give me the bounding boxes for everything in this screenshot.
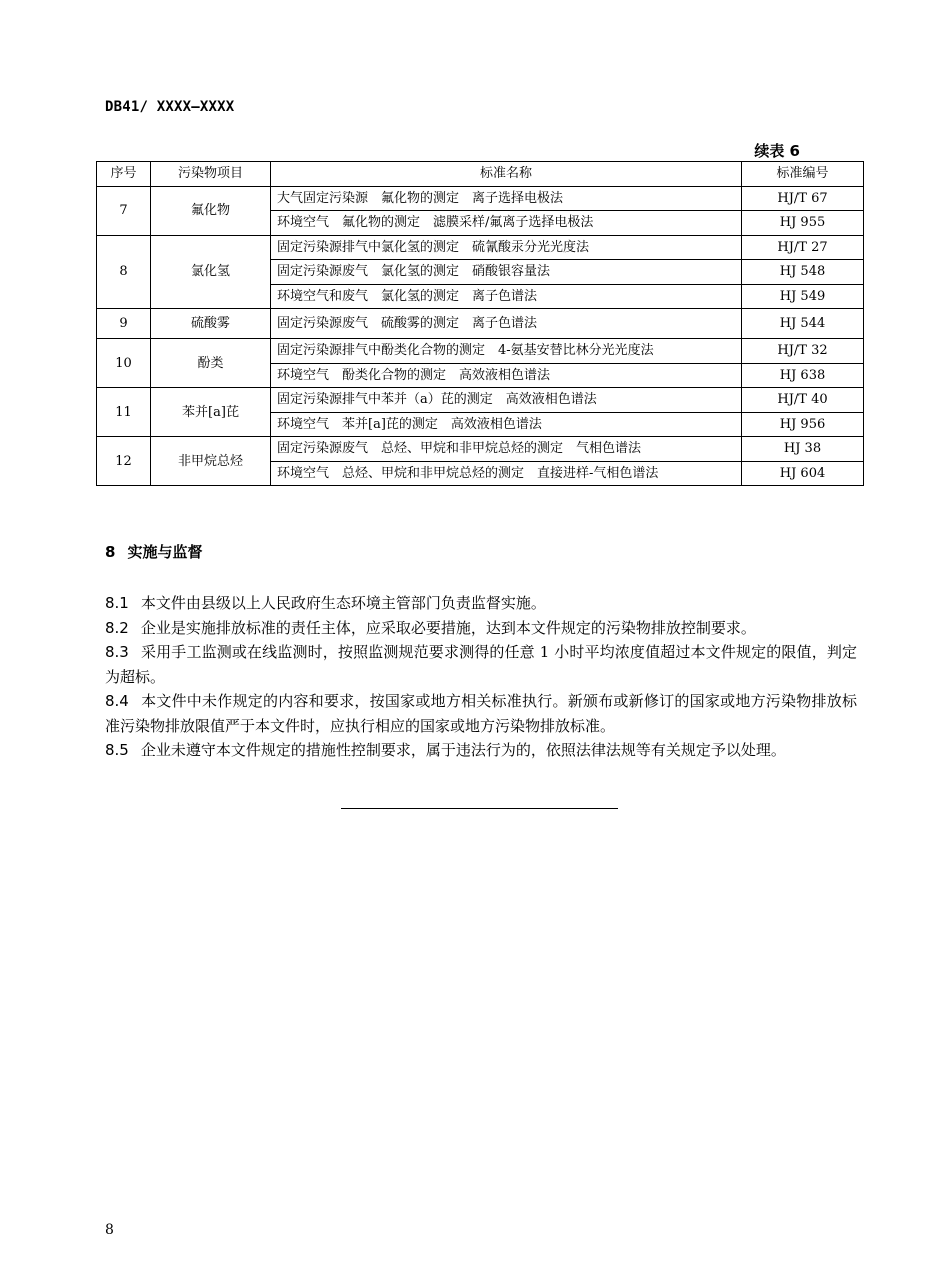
standard-name-cell: 环境空气 总烃、甲烷和非甲烷总烃的测定 直接进样-气相色谱法	[271, 461, 742, 486]
pollutant-cell: 氟化物	[151, 186, 271, 235]
clause-text: 企业是实施排放标准的责任主体，应采取必要措施，达到本文件规定的污染物排放控制要求。	[140, 618, 756, 637]
standard-code-cell: HJ 956	[742, 412, 864, 437]
serial-cell: 12	[97, 437, 151, 486]
clause-number: 8.2	[105, 618, 129, 637]
header-standard-name: 标准名称	[271, 162, 742, 187]
clause-text: 采用手工监测或在线监测时，按照监测规范要求测得的任意 1 小时平均浓度值超过本文件规定的限值，判定为超标。	[105, 643, 857, 686]
standard-code-cell: HJ 955	[742, 211, 864, 236]
standard-code-cell: HJ 549	[742, 284, 864, 309]
clause-8-4	[105, 689, 857, 738]
serial-cell: 11	[97, 388, 151, 437]
clause-number: 8.5	[105, 741, 129, 759]
standard-code-cell: HJ/T 27	[742, 235, 864, 260]
document-code: DB41/ XXXX—XXXX	[105, 99, 235, 115]
table-header-row	[97, 162, 864, 187]
clause-text: 本文件由县级以上人民政府生态环境主管部门负责监督实施。	[140, 594, 546, 612]
header-pollutant: 污染物项目	[151, 162, 271, 187]
serial-cell: 7	[97, 186, 151, 235]
standard-name-cell: 环境空气 苯并[a]芘的测定 高效液相色谱法	[271, 412, 742, 437]
standard-code-cell: HJ 604	[742, 461, 864, 486]
clause-number: 8.1	[105, 594, 129, 612]
pollutant-cell: 硫酸雾	[151, 309, 271, 339]
pollutant-cell: 氯化氢	[151, 235, 271, 309]
table-row	[97, 235, 864, 260]
section-number: 8	[105, 543, 116, 561]
clause-text: 本文件中未作规定的内容和要求，按国家或地方相关标准执行。新颁布或新修订的国家或地方污染物排放标准污染物排放限值严于本文件时，应执行相应的国家或地方污染物排放标准。	[105, 692, 857, 735]
standard-name-cell: 固定污染源废气 氯化氢的测定 硝酸银容量法	[271, 260, 742, 285]
clause-text: 企业未遵守本文件规定的措施性控制要求，属于违法行为的，依照法律法规等有关规定予以处理。	[140, 741, 786, 759]
standard-code-cell: HJ 38	[742, 437, 864, 462]
standard-name-cell: 固定污染源废气 总烃、甲烷和非甲烷总烃的测定 气相色谱法	[271, 437, 742, 462]
standard-name-cell: 固定污染源排气中氯化氢的测定 硫氰酸汞分光光度法	[271, 235, 742, 260]
standard-code-cell: HJ 548	[742, 260, 864, 285]
page-number: 8	[105, 1222, 114, 1238]
end-of-document-rule	[341, 808, 618, 809]
header-standard-code: 标准编号	[742, 162, 864, 187]
table-row	[97, 388, 864, 413]
standards-table	[96, 161, 864, 486]
table-row	[97, 437, 864, 462]
table-row	[97, 339, 864, 364]
serial-cell: 9	[97, 309, 151, 339]
clause-list	[105, 591, 857, 763]
table-caption: 续表 6	[754, 142, 800, 160]
section-heading	[105, 541, 202, 562]
standard-name-cell: 固定污染源废气 硫酸雾的测定 离子色谱法	[271, 309, 742, 339]
clause-number: 8.3	[105, 643, 129, 661]
standard-code-cell: HJ/T 40	[742, 388, 864, 413]
header-serial: 序号	[97, 162, 151, 187]
clause-8-2	[105, 616, 857, 641]
standard-code-cell: HJ/T 32	[742, 339, 864, 364]
pollutant-cell: 酚类	[151, 339, 271, 388]
standard-name-cell: 环境空气 酚类化合物的测定 高效液相色谱法	[271, 363, 742, 388]
standard-name-cell: 固定污染源排气中酚类化合物的测定 4-氨基安替比林分光光度法	[271, 339, 742, 364]
clause-number: 8.4	[105, 692, 129, 710]
standard-code-cell: HJ 544	[742, 309, 864, 339]
serial-cell: 8	[97, 235, 151, 309]
table-row	[97, 309, 864, 339]
standard-name-cell: 环境空气和废气 氯化氢的测定 离子色谱法	[271, 284, 742, 309]
standard-code-cell: HJ 638	[742, 363, 864, 388]
clause-8-3	[105, 640, 857, 689]
clause-8-5	[105, 738, 857, 763]
pollutant-cell: 非甲烷总烃	[151, 437, 271, 486]
standard-name-cell: 固定污染源排气中苯并（a）芘的测定 高效液相色谱法	[271, 388, 742, 413]
standard-name-cell: 环境空气 氟化物的测定 滤膜采样/氟离子选择电极法	[271, 211, 742, 236]
pollutant-cell: 苯并[a]芘	[151, 388, 271, 437]
table-row	[97, 186, 864, 211]
standard-code-cell: HJ/T 67	[742, 186, 864, 211]
standard-name-cell: 大气固定污染源 氟化物的测定 离子选择电极法	[271, 186, 742, 211]
clause-8-1	[105, 591, 857, 616]
serial-cell: 10	[97, 339, 151, 388]
section-title: 实施与监督	[127, 543, 203, 561]
